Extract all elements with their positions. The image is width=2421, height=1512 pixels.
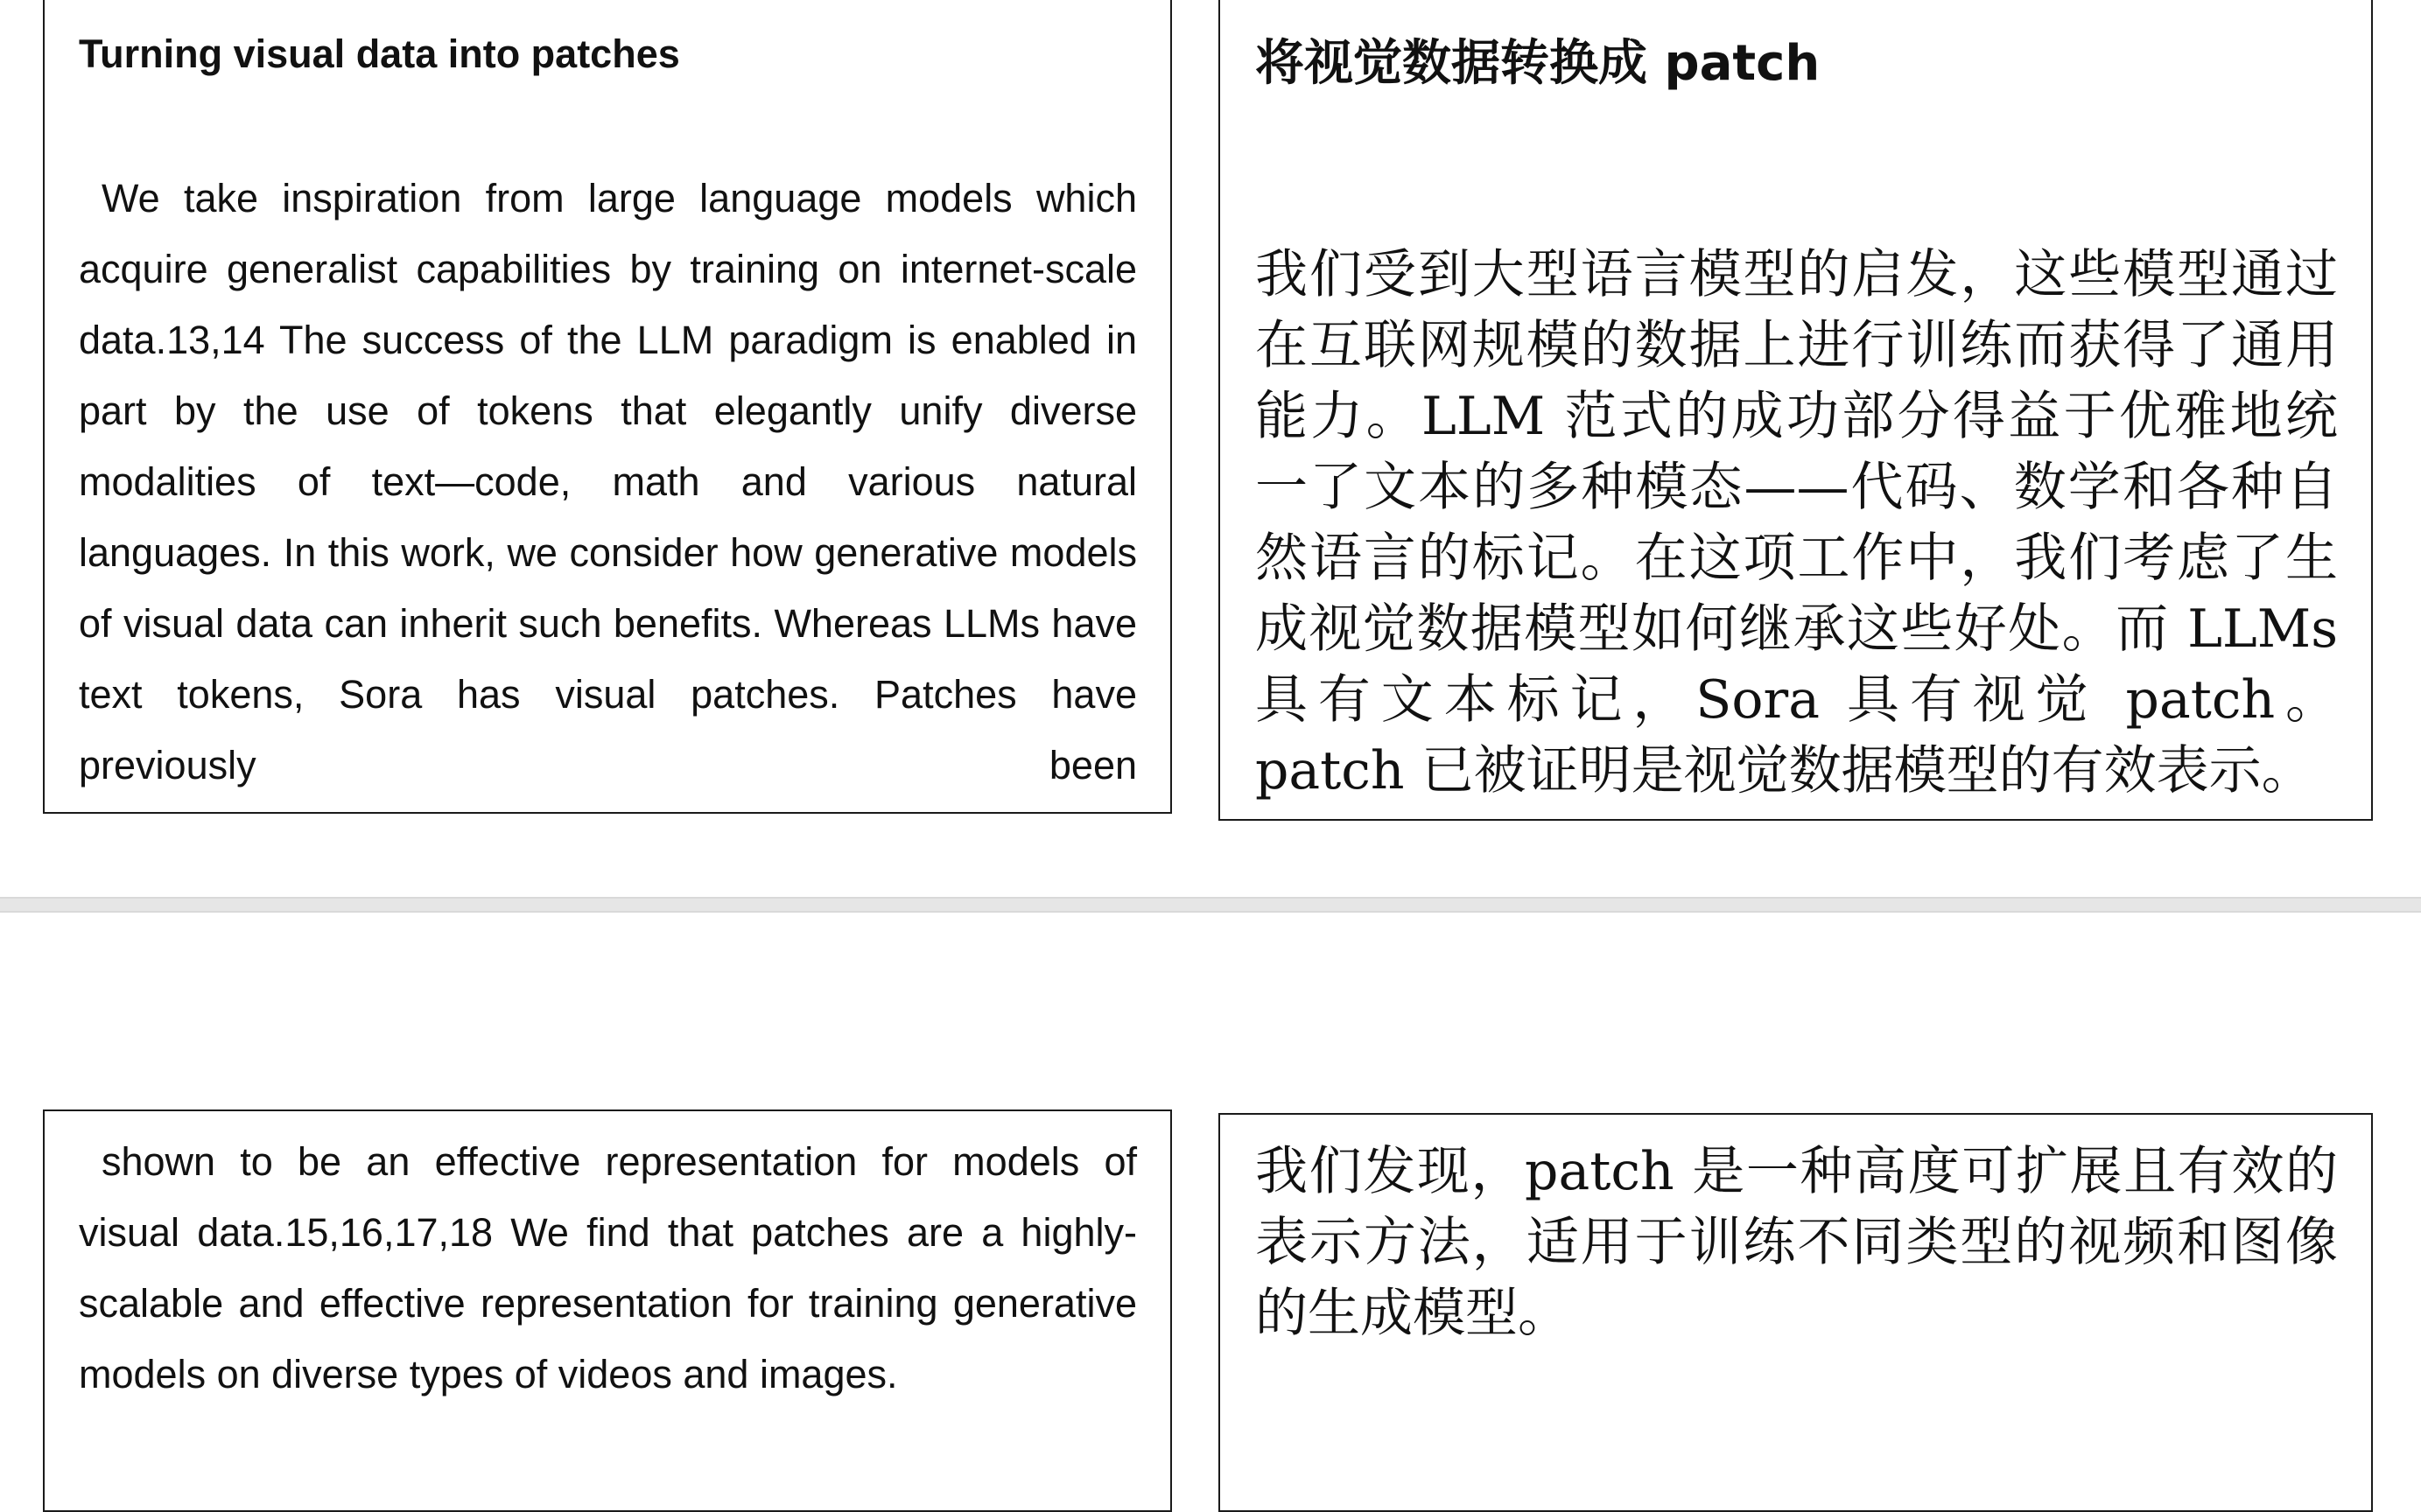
- english-paragraph-bottom: shown to be an effective representation for models of visual data.15,16,17,18 We find that patches are a highly-scalable and effective representation for training generative models on diverse types of videos and images.: [79, 1139, 1137, 1396]
- chinese-paragraph-bottom: 我们发现，patch 是一种高度可扩展且有效的表示方法，适用于训练不同类型的视频和图像的生成模型。: [1255, 1141, 2338, 1344]
- english-text-box-bottom: [43, 1110, 1172, 1512]
- chinese-paragraph-top: 我们受到大型语言模型的启发，这些模型通过在互联网规模的数据上进行训练而获得了通用能力。LLM 范式的成功部分得益于优雅地统一了文本的多种模态——代码、数学和各种自然语言的标记。在这项工作中，我们考虑了生成视觉数据模型如何继承这些好处。而 LLMs 具有文本标记，Sora 具有视觉 patch。patch 已被证明是视觉数据模型的有效表示。: [1255, 244, 2338, 802]
- english-text-box-top: [43, 0, 1172, 814]
- chinese-text-box-bottom: [1218, 1113, 2373, 1512]
- english-section-heading: Turning visual data into patches: [79, 32, 680, 76]
- english-paragraph-top: We take inspiration from large language models which acquire generalist capabilities by training on internet-scale data.13,14 The success of the LLM paradigm is enabled in part by the use of tokens that elegantly unify diverse modalities of text—code, math and various natural languages. In this work, we consider how generative models of visual data can inherit such benefits. Whereas LLMs have text tokens, Sora has visual patches. Patches have previously been: [79, 176, 1137, 788]
- chinese-section-heading: 将视觉数据转换成 patch: [1255, 35, 1821, 92]
- page-separator: [0, 897, 2421, 913]
- chinese-text-box-top: [1218, 0, 2373, 821]
